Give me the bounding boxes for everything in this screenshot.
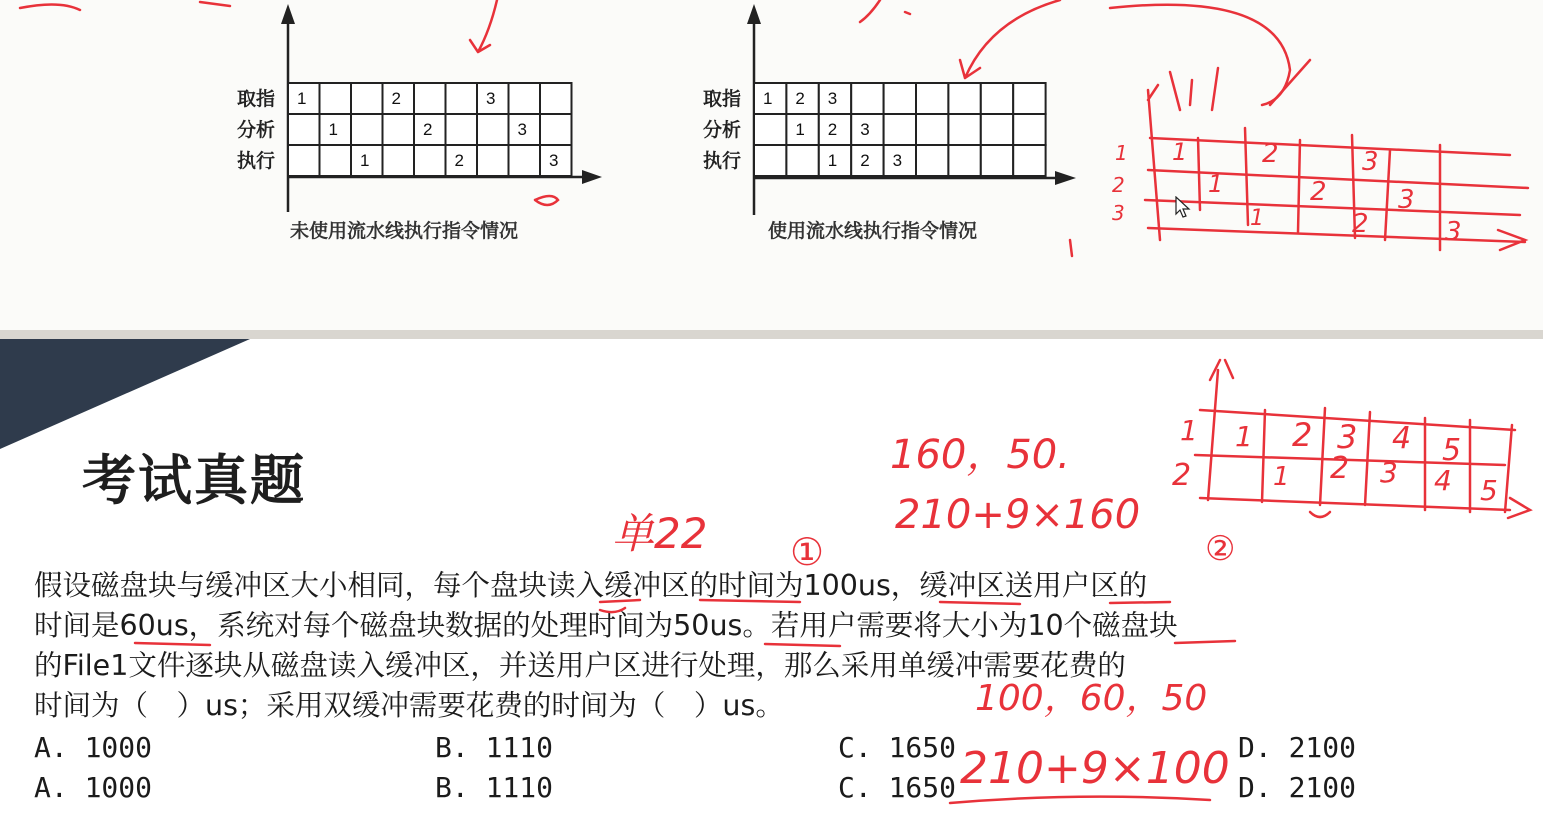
- note-formula-a: 210+9×160: [895, 492, 1141, 538]
- left-cell-number: 3: [517, 120, 527, 139]
- grid-b-cell: 4: [1434, 464, 1452, 497]
- mouse-cursor-icon: [1175, 196, 1191, 220]
- left-cell-number: 2: [391, 89, 401, 108]
- grid-b-cell: 1: [1235, 420, 1253, 453]
- note-values-a: 160，50.: [890, 432, 1070, 478]
- question-line-2: 时间是60us，系统对每个磁盘块数据的处理时间为50us。若用户需要将大小为10个磁盘块: [34, 609, 1178, 642]
- grid-a-row-1: 1: [1115, 141, 1128, 165]
- right-chart-caption: 使用流水线执行指令情况: [768, 220, 978, 242]
- question-line-1: 假设磁盘块与缓冲区大小相同，每个盘块读入缓冲区的时间为100us，缓冲区送用户区的: [34, 569, 1148, 602]
- note-circle-2: ②: [1205, 529, 1236, 569]
- grid-a-cell: 1: [1208, 170, 1224, 198]
- right-row-label-analyze: 分析: [703, 119, 742, 141]
- grid-b-cell: 4: [1392, 421, 1412, 456]
- option-d-1: D. 2100: [1238, 731, 1357, 764]
- grid-a-cell: 1: [1172, 138, 1188, 166]
- grid-a-cell: 3: [1445, 217, 1462, 247]
- slide-title: 考试真题: [82, 449, 306, 512]
- left-cell-number: 1: [297, 89, 307, 108]
- option-d-2: D. 2100: [1238, 771, 1357, 804]
- option-c-2: C. 1650: [838, 771, 957, 804]
- note-single-buffer: 单22: [612, 509, 708, 558]
- grid-b-row-2: 2: [1172, 458, 1192, 493]
- option-c-1: C. 1650: [838, 731, 957, 764]
- left-cell-number: 2: [454, 151, 464, 170]
- grid-a-cell: 3: [1398, 185, 1415, 215]
- option-b-2: B. 1110: [435, 771, 554, 804]
- option-a-2: A. 1000: [34, 771, 153, 804]
- right-cell-number: 3: [892, 151, 903, 170]
- right-cell-number: 1: [827, 151, 838, 170]
- right-cell-number: 3: [860, 120, 870, 139]
- left-cell-number: 3: [549, 151, 559, 170]
- grid-a-row-3: 3: [1112, 201, 1125, 225]
- grid-b-cell: 5: [1480, 474, 1498, 507]
- right-cell-number: 2: [827, 120, 838, 139]
- grid-b-cell: 3: [1380, 456, 1398, 489]
- grid-a-cell: 2: [1262, 139, 1279, 169]
- grid-b-cell: 2: [1292, 416, 1313, 454]
- grid-b-cell: 2: [1330, 451, 1350, 486]
- left-cell-number: 1: [360, 151, 370, 170]
- question-line-3: 的File1文件逐块从磁盘读入缓冲区，并送用户区进行处理，那么采用单缓冲需要花费的: [34, 649, 1126, 682]
- question-line-4: 时间为（ ）us；采用双缓冲需要花费的时间为（ ）us。: [34, 689, 784, 722]
- grid-a-cell: 3: [1362, 147, 1379, 177]
- right-cell-number: 3: [827, 89, 838, 108]
- right-cell-number: 1: [763, 89, 773, 108]
- grid-b-cell: 3: [1337, 418, 1358, 456]
- grid-b-cell: 5: [1442, 433, 1462, 468]
- grid-b-cell: 1: [1273, 462, 1290, 492]
- left-cell-number: 3: [486, 89, 496, 108]
- grid-b-row-1: 1: [1180, 414, 1198, 447]
- note-formula-b: 210+9×100: [960, 743, 1230, 794]
- left-row-label-fetch: 取指: [237, 88, 276, 110]
- note-values-b: 100，60，50: [975, 678, 1208, 719]
- right-cell-number: 2: [795, 89, 805, 108]
- option-b-1: B. 1110: [435, 731, 554, 764]
- left-chart-caption: 未使用流水线执行指令情况: [290, 220, 519, 242]
- left-cell-number: 2: [423, 120, 433, 139]
- left-row-label-analyze: 分析: [237, 119, 276, 141]
- note-circle-1: ①: [790, 530, 825, 574]
- left-row-label-execute: 执行: [237, 150, 276, 172]
- right-row-label-execute: 执行: [703, 150, 742, 172]
- option-a-1: A. 1000: [34, 731, 153, 764]
- left-cell-number: 1: [328, 120, 338, 139]
- grid-a-cell: 2: [1310, 177, 1327, 207]
- grid-a-cell: 1: [1250, 206, 1264, 231]
- grid-a-cell: 2: [1352, 209, 1369, 239]
- right-cell-number: 2: [860, 151, 870, 170]
- right-row-label-fetch: 取指: [703, 88, 742, 110]
- right-cell-number: 1: [795, 120, 805, 139]
- grid-a-row-2: 2: [1112, 173, 1125, 197]
